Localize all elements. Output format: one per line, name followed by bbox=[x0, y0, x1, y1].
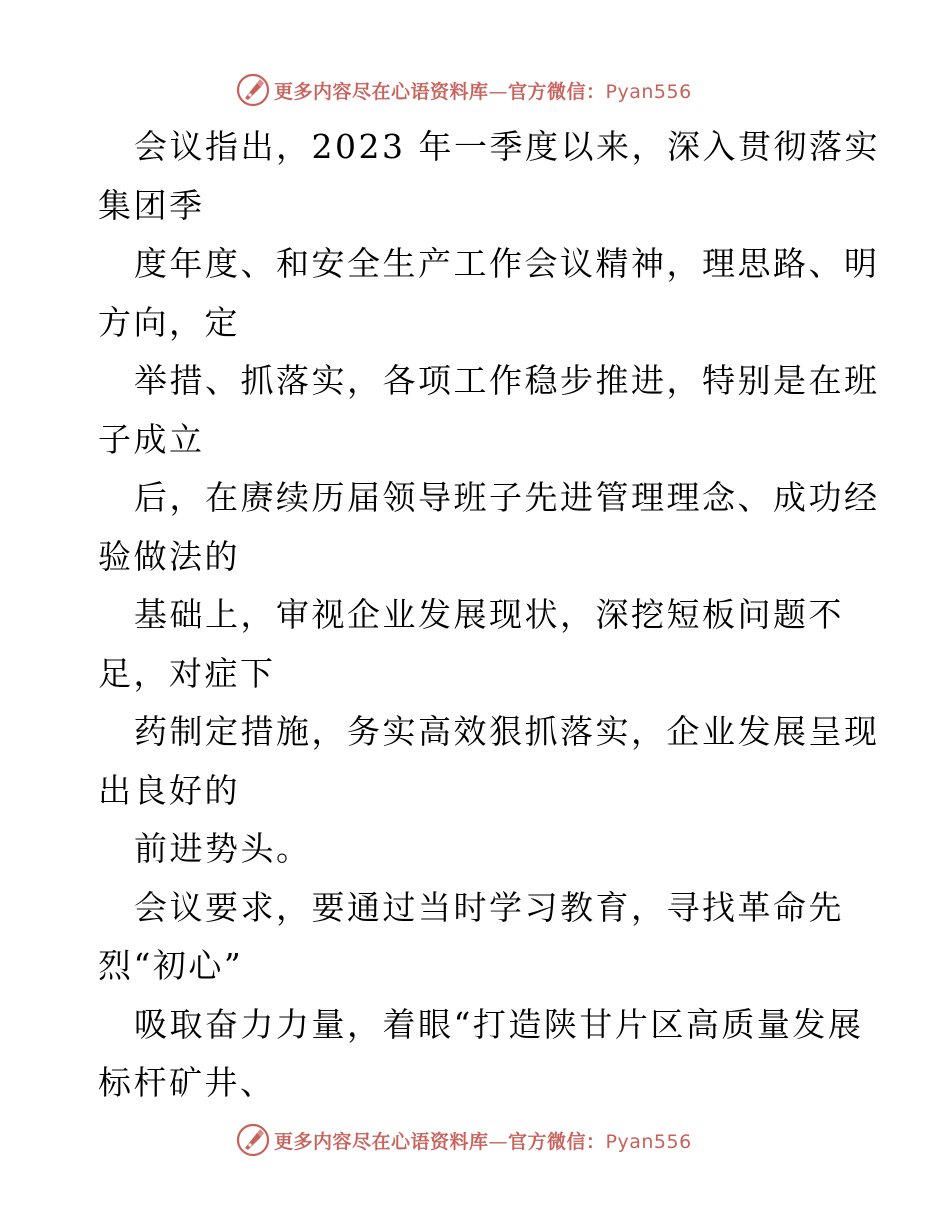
watermark-text bbox=[274, 77, 692, 104]
text-line: 子成立 bbox=[98, 419, 205, 459]
watermark-contact-label: 官方微信： bbox=[508, 1130, 606, 1153]
header-watermark bbox=[236, 70, 692, 110]
text-line: 度年度、和安全生产工作会议精神，理思路、明 bbox=[134, 244, 880, 283]
document-body bbox=[98, 118, 880, 1113]
watermark-separator: — bbox=[488, 80, 509, 103]
watermark-separator: — bbox=[488, 1130, 509, 1153]
watermark-site-name: 更多内容尽在心语资料库 bbox=[274, 1130, 489, 1153]
watermark-contact-id: Pyan556 bbox=[605, 1130, 692, 1153]
text-line: 前进势头。 bbox=[134, 829, 312, 868]
pen-nib-logo-icon bbox=[236, 73, 270, 107]
footer-watermark bbox=[236, 1120, 692, 1160]
pen-nib-logo-icon bbox=[236, 1123, 270, 1157]
text-line: 标杆矿井、 bbox=[98, 1063, 276, 1102]
text-line: 集团季 bbox=[98, 185, 205, 225]
text-line: 会议指出，2023 年一季度以来，深入贯彻落实 bbox=[134, 127, 880, 166]
text-line: 吸取奋力力量，着眼“打造陕甘片区高质量发展 bbox=[134, 1004, 864, 1044]
watermark-site-name: 更多内容尽在心语资料库 bbox=[274, 80, 489, 103]
text-line: 举措、抓落实，各项工作稳步推进，特别是在班 bbox=[134, 361, 880, 400]
text-line: 烈“初心” bbox=[98, 946, 244, 985]
text-line: 基础上，审视企业发展现状，深挖短板问题不 bbox=[134, 595, 844, 634]
watermark-contact-label: 官方微信： bbox=[508, 80, 606, 103]
text-line: 药制定措施，务实高效狠抓落实，企业发展呈现 bbox=[134, 712, 880, 751]
watermark-contact-id: Pyan556 bbox=[605, 80, 692, 103]
text-line: 足，对症下 bbox=[98, 653, 276, 693]
text-line: 出良好的 bbox=[98, 770, 240, 810]
text-line: 后，在赓续历届领导班子先进管理理念、成功经 bbox=[134, 478, 880, 517]
text-line: 验做法的 bbox=[98, 536, 240, 576]
text-line: 方向，定 bbox=[98, 302, 240, 342]
text-line: 会议要求，要通过当时学习教育，寻找革命先 bbox=[134, 887, 844, 927]
watermark-text bbox=[274, 1127, 692, 1154]
